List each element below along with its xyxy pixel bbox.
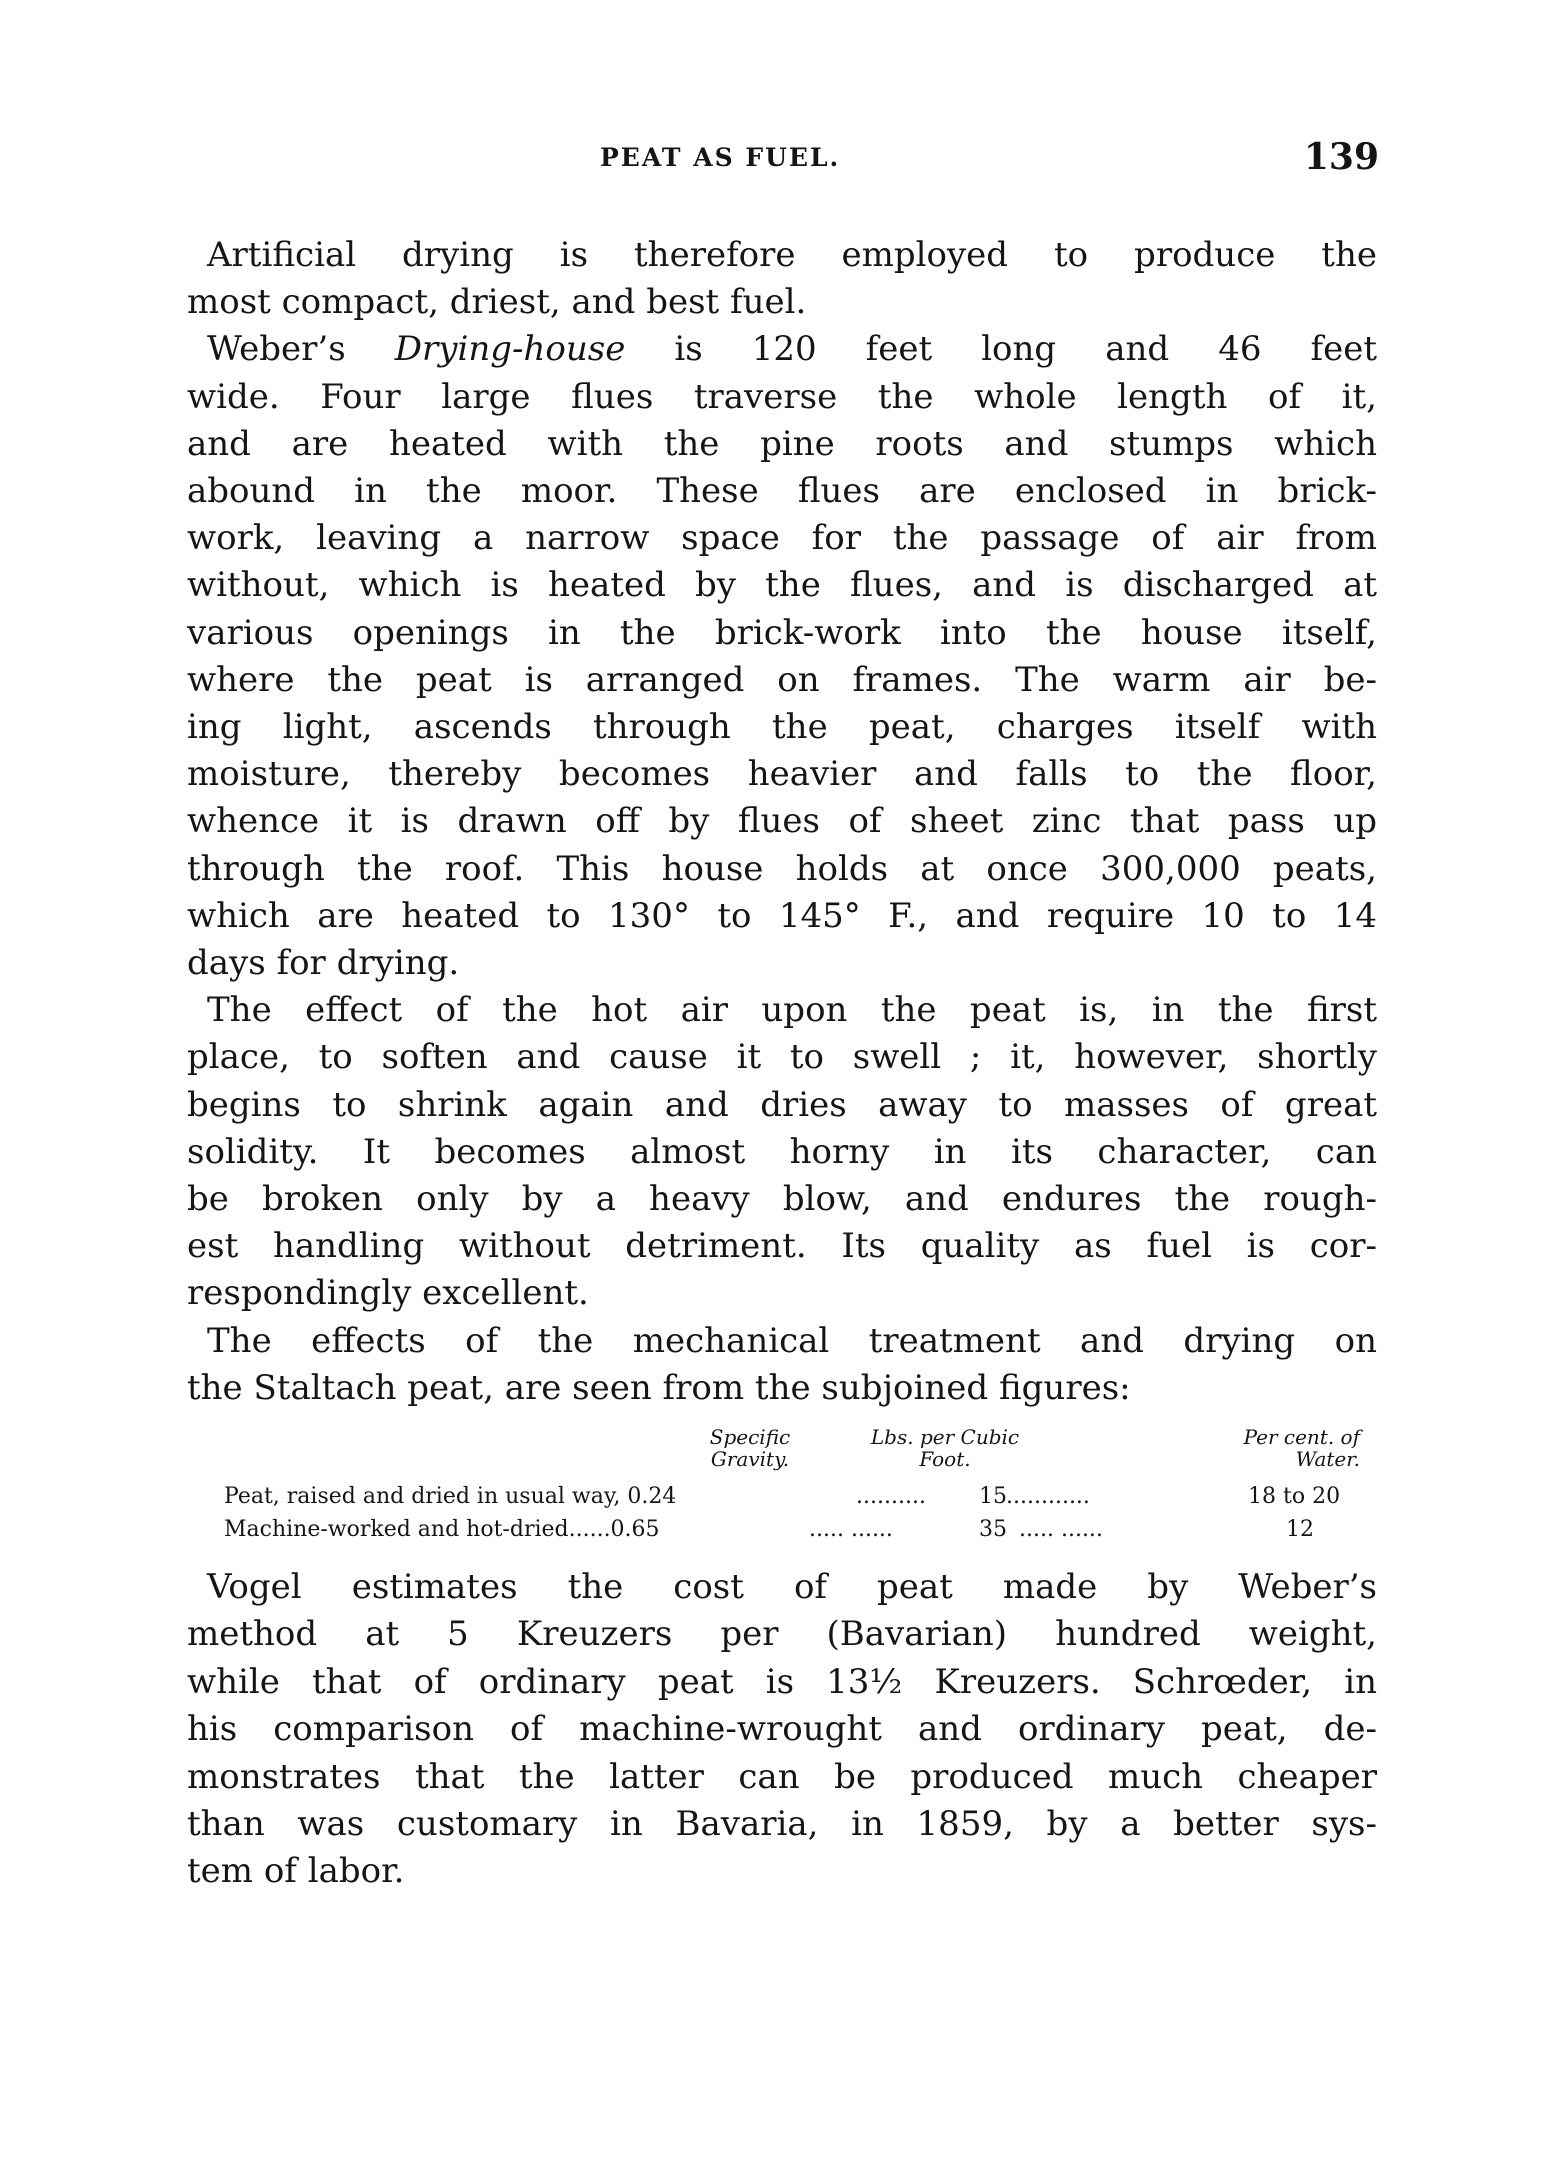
text-run: his comparison of machine-wrought and ordinary peat, de- [187,1709,1377,1750]
running-title: PEAT AS FUEL. [600,143,841,172]
text-run: est handling without detriment. Its quality as fuel is cor- [187,1226,1377,1267]
text-line [187,704,1377,751]
text-line [187,279,1377,326]
text-run: abound in the moor. These flues are enclosed in brick- [187,471,1377,511]
text-run: monstrates that the latter can be produced much cheaper [187,1756,1377,1797]
text-run: respondingly excellent. [187,1273,589,1314]
text-run: begins to shrink again and dries away to masses of great [187,1084,1377,1125]
text-run: The effect of the hot air upon the peat is, in the first [207,990,1377,1031]
text-line [187,1801,1377,1848]
leader-dots: ..... ...... [809,1517,893,1542]
header-line: Specific [709,1425,791,1449]
column-header-percent-water [1170,1426,1360,1470]
column-header-lbs-per-cubic-foot [855,1426,1035,1470]
text-line [187,562,1377,609]
leader-dots: ..... ...... [1019,1517,1103,1542]
row-label: Peat, raised and dried in usual way, 0.24 [224,1484,677,1509]
text-line [187,1611,1377,1658]
text-run: whence it is drawn off by flues of sheet zinc that pass up [187,801,1377,842]
text-run: days for drying. [187,943,460,983]
text-line [187,798,1377,845]
text-run: which are heated to 130° to 145° F., and require 10 to 14 [187,895,1377,936]
text-line [187,468,1377,515]
page-number: 139 [1303,136,1379,178]
text-line [187,1848,1377,1895]
text-line [187,1365,1377,1412]
header-line: Foot. [919,1447,971,1471]
text-run: ing light, ascends through the peat, charges itself with [187,707,1377,747]
text-run: Weber’s [207,329,395,370]
text-run: method at 5 Kreuzers per (Bavarian) hundred weight, [187,1614,1377,1655]
text-line [187,846,1377,893]
text-line [187,1659,1377,1706]
text-line [187,940,1377,987]
text-line [187,657,1377,704]
text-line [207,987,1377,1034]
text-line [187,515,1377,562]
text-run: wide. Four large flues traverse the whole length of it, [187,376,1377,417]
water-value: 12 [1286,1517,1314,1542]
text-line [187,1754,1377,1801]
text-run: work, leaving a narrow space for the passage of air from [187,518,1377,559]
text-run: be broken only by a heavy blow, and endures the rough- [187,1179,1377,1219]
text-run: most compact, driest, and best fuel. [187,282,807,323]
text-line [187,1082,1377,1129]
leader-dots: .......... [856,1484,926,1509]
text-run: without, which is heated by the flues, and is discharged at [187,565,1377,606]
text-run: Vogel estimates the cost of peat made by Weber’s [207,1567,1377,1607]
text-line [187,421,1377,468]
text-run: moisture, thereby becomes heavier and falls to the floor, [187,754,1377,795]
italic-term: Drying-house [394,329,626,370]
text-run: is 120 feet long and 46 feet [625,329,1377,370]
text-run: Artificial drying is therefore employed to produce the [207,235,1377,275]
header-line: Per cent. of [1243,1425,1360,1449]
lbs-value: 15 [979,1484,1007,1509]
text-line [207,1564,1377,1611]
text-line [187,610,1377,657]
row-label: Machine-worked and hot-dried......0.65 [224,1517,660,1542]
text-run: tem of labor. [187,1851,405,1892]
text-line [187,1129,1377,1176]
header-line: Water. [1295,1447,1360,1471]
text-line [187,893,1377,940]
text-run: The effects of the mechanical treatment and drying on [207,1320,1377,1361]
text-line [187,374,1377,421]
header-line: Gravity. [710,1447,790,1471]
text-line [187,751,1377,798]
text-line [187,1176,1377,1223]
text-run: where the peat is arranged on frames. The warm air be- [187,659,1377,700]
text-line [187,1223,1377,1270]
text-run: various openings in the brick-work into the house itself, [187,612,1377,653]
leader-dots: ............ [1006,1484,1090,1509]
column-header-specific-gravity [690,1426,810,1470]
text-run: through the roof. This house holds at once 300,000 peats, [187,848,1377,889]
text-line [207,326,1377,373]
text-line [187,1034,1377,1081]
text-line [207,1318,1377,1365]
text-run: place, to soften and cause it to swell ; it, however, shortly [187,1037,1377,1078]
text-run: the Staltach peat, are seen from the subjoined figures: [187,1367,1131,1408]
text-line [207,232,1377,279]
water-value: 18 to 20 [1248,1484,1341,1509]
text-run: while that of ordinary peat is 13½ Kreuzers. Schrœder, in [187,1661,1377,1702]
header-line: Lbs. per Cubic [870,1425,1020,1449]
text-run: than was customary in Bavaria, in 1859, by a better sys- [187,1804,1377,1844]
text-run: and are heated with the pine roots and stumps which [187,423,1377,464]
lbs-value: 35 [979,1517,1007,1542]
text-line [187,1706,1377,1753]
text-run: solidity. It becomes almost horny in its character, can [187,1131,1377,1172]
text-line [187,1270,1377,1317]
